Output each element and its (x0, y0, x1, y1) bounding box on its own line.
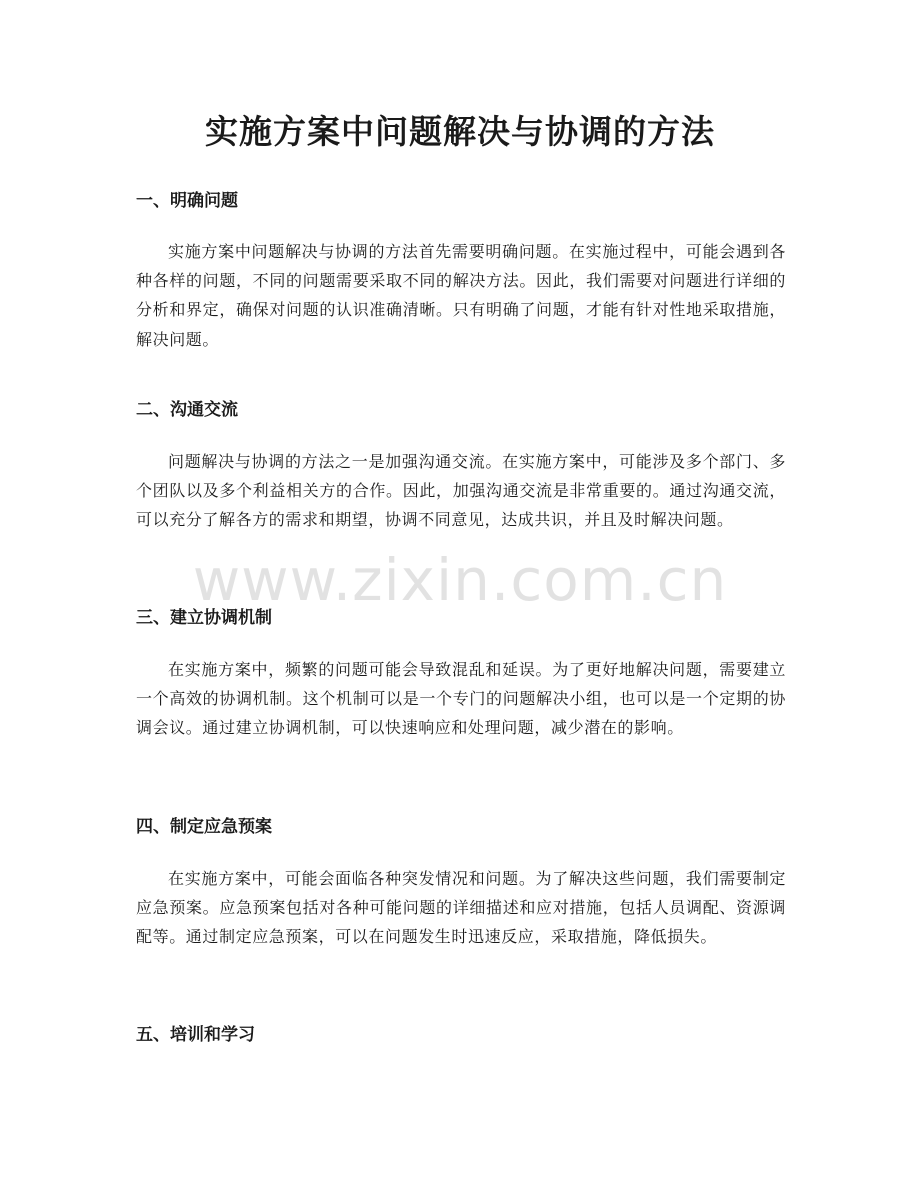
document-title: 实施方案中问题解决与协调的方法 (205, 112, 715, 151)
section-paragraph-1: 实施方案中问题解决与协调的方法首先需要明确问题。在实施过程中，可能会遇到各种各样的问题，不同的问题需要采取不同的解决方法。因此，我们需要对问题进行详细的分析和界定，确保对问题的认识准确清晰。只有明确了问题，才能有针对性地采取措施，解决问题。 (136, 242, 786, 349)
section-paragraph-3: 在实施方案中，频繁的问题可能会导致混乱和延误。为了更好地解决问题，需要建立一个高效的协调机制。这个机制可以是一个专门的问题解决小组，也可以是一个定期的协调会议。通过建立协调机制，可以快速响应和处理问题，减少潜在的影响。 (136, 660, 786, 738)
section-heading-5: 五、培训和学习 (136, 1025, 255, 1045)
section-heading-2: 二、沟通交流 (136, 400, 238, 420)
section-paragraph-2: 问题解决与协调的方法之一是加强沟通交流。在实施方案中，可能涉及多个部门、多个团队以及多个利益相关方的合作。因此，加强沟通交流是非常重要的。通过沟通交流，可以充分了解各方的需求和期望，协调不同意见，达成共识，并且及时解决问题。 (136, 452, 786, 530)
section-heading-3: 三、建立协调机制 (136, 608, 272, 628)
section-heading-4: 四、制定应急预案 (136, 817, 272, 837)
section-heading-1: 一、明确问题 (136, 191, 238, 211)
watermark-text: www.zixin.com.cn (192, 546, 728, 614)
section-paragraph-4: 在实施方案中，可能会面临各种突发情况和问题。为了解决这些问题，我们需要制定应急预案。应急预案包括对各种可能问题的详细描述和应对措施，包括人员调配、资源调配等。通过制定应急预案，可以在问题发生时迅速反应，采取措施，降低损失。 (136, 869, 786, 947)
